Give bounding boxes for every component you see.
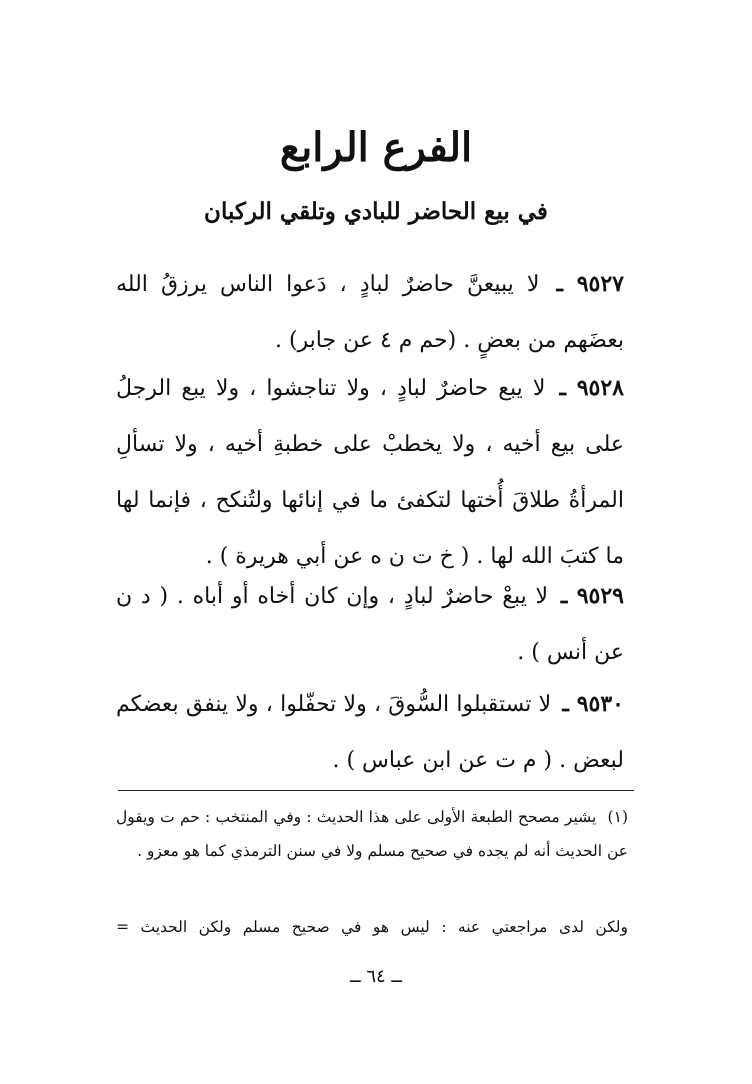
chapter-title: الفرع الرابع [279, 124, 473, 171]
chapter-subtitle: في بيع الحاضر للبادي وتلقي الركبان [204, 198, 548, 225]
footnote [116, 800, 628, 868]
footnote-text: يشير مصحح الطبعة الأولى على هذا الحديث : وفي المنتخب : حم ت ويقول عن الحديث أنه لم يجده في صحيح مسلم ولا في سنن الترمذي كما هو معزو . [116, 808, 628, 860]
hadith-text: لا يبع حاضرٌ لبادٍ ، ولا تناجشوا ، ولا يبع الرجلُ على بيع أخيه ، ولا يخطبْ على خطبةِ أخيه ، ولا تسألِ المرأةُ طلاقَ أُختها لتكفئ ما في إنائها ولتُنكح ، فإنما لها ما كتبَ الله لها . ( خ ت ن ه عن أبي هريرة ) . [116, 376, 624, 569]
hadith-entry [116, 676, 624, 789]
hadith-entry [116, 256, 624, 369]
hadith-number: ٩٥٣٠ ـ [562, 691, 624, 717]
hadith-number: ٩٥٢٨ ـ [559, 375, 624, 401]
hadith-text: لا يبعْ حاضرٌ لبادٍ ، وإن كان أخاه أو أباه . ( د ن عن أنس ) . [116, 584, 624, 665]
footnote-marker: (١) [607, 808, 628, 826]
footnote-continuation: ولكن لدى مراجعتي عنه : ليس هو في صحيح مسلم ولكن الحديث = [116, 918, 628, 936]
hadith-entry [116, 568, 624, 681]
hadith-text: لا يبيعنَّ حاضرٌ لبادٍ ، دَعوا الناس يرزقُ الله بعضَهم من بعضٍ . (حم م ٤ عن جابر) . [116, 272, 624, 353]
hadith-number: ٩٥٢٧ ـ [556, 271, 624, 297]
page-number: ــ ٦٤ ــ [350, 966, 402, 987]
footnote-divider [118, 790, 634, 791]
hadith-number: ٩٥٢٩ ـ [560, 583, 624, 609]
hadith-text: لا تستقبلوا السُّوقَ ، ولا تحفّلوا ، ولا ينفق بعضكم لبعض . ( م ت عن ابن عباس ) . [116, 692, 624, 773]
hadith-entry [116, 360, 624, 585]
